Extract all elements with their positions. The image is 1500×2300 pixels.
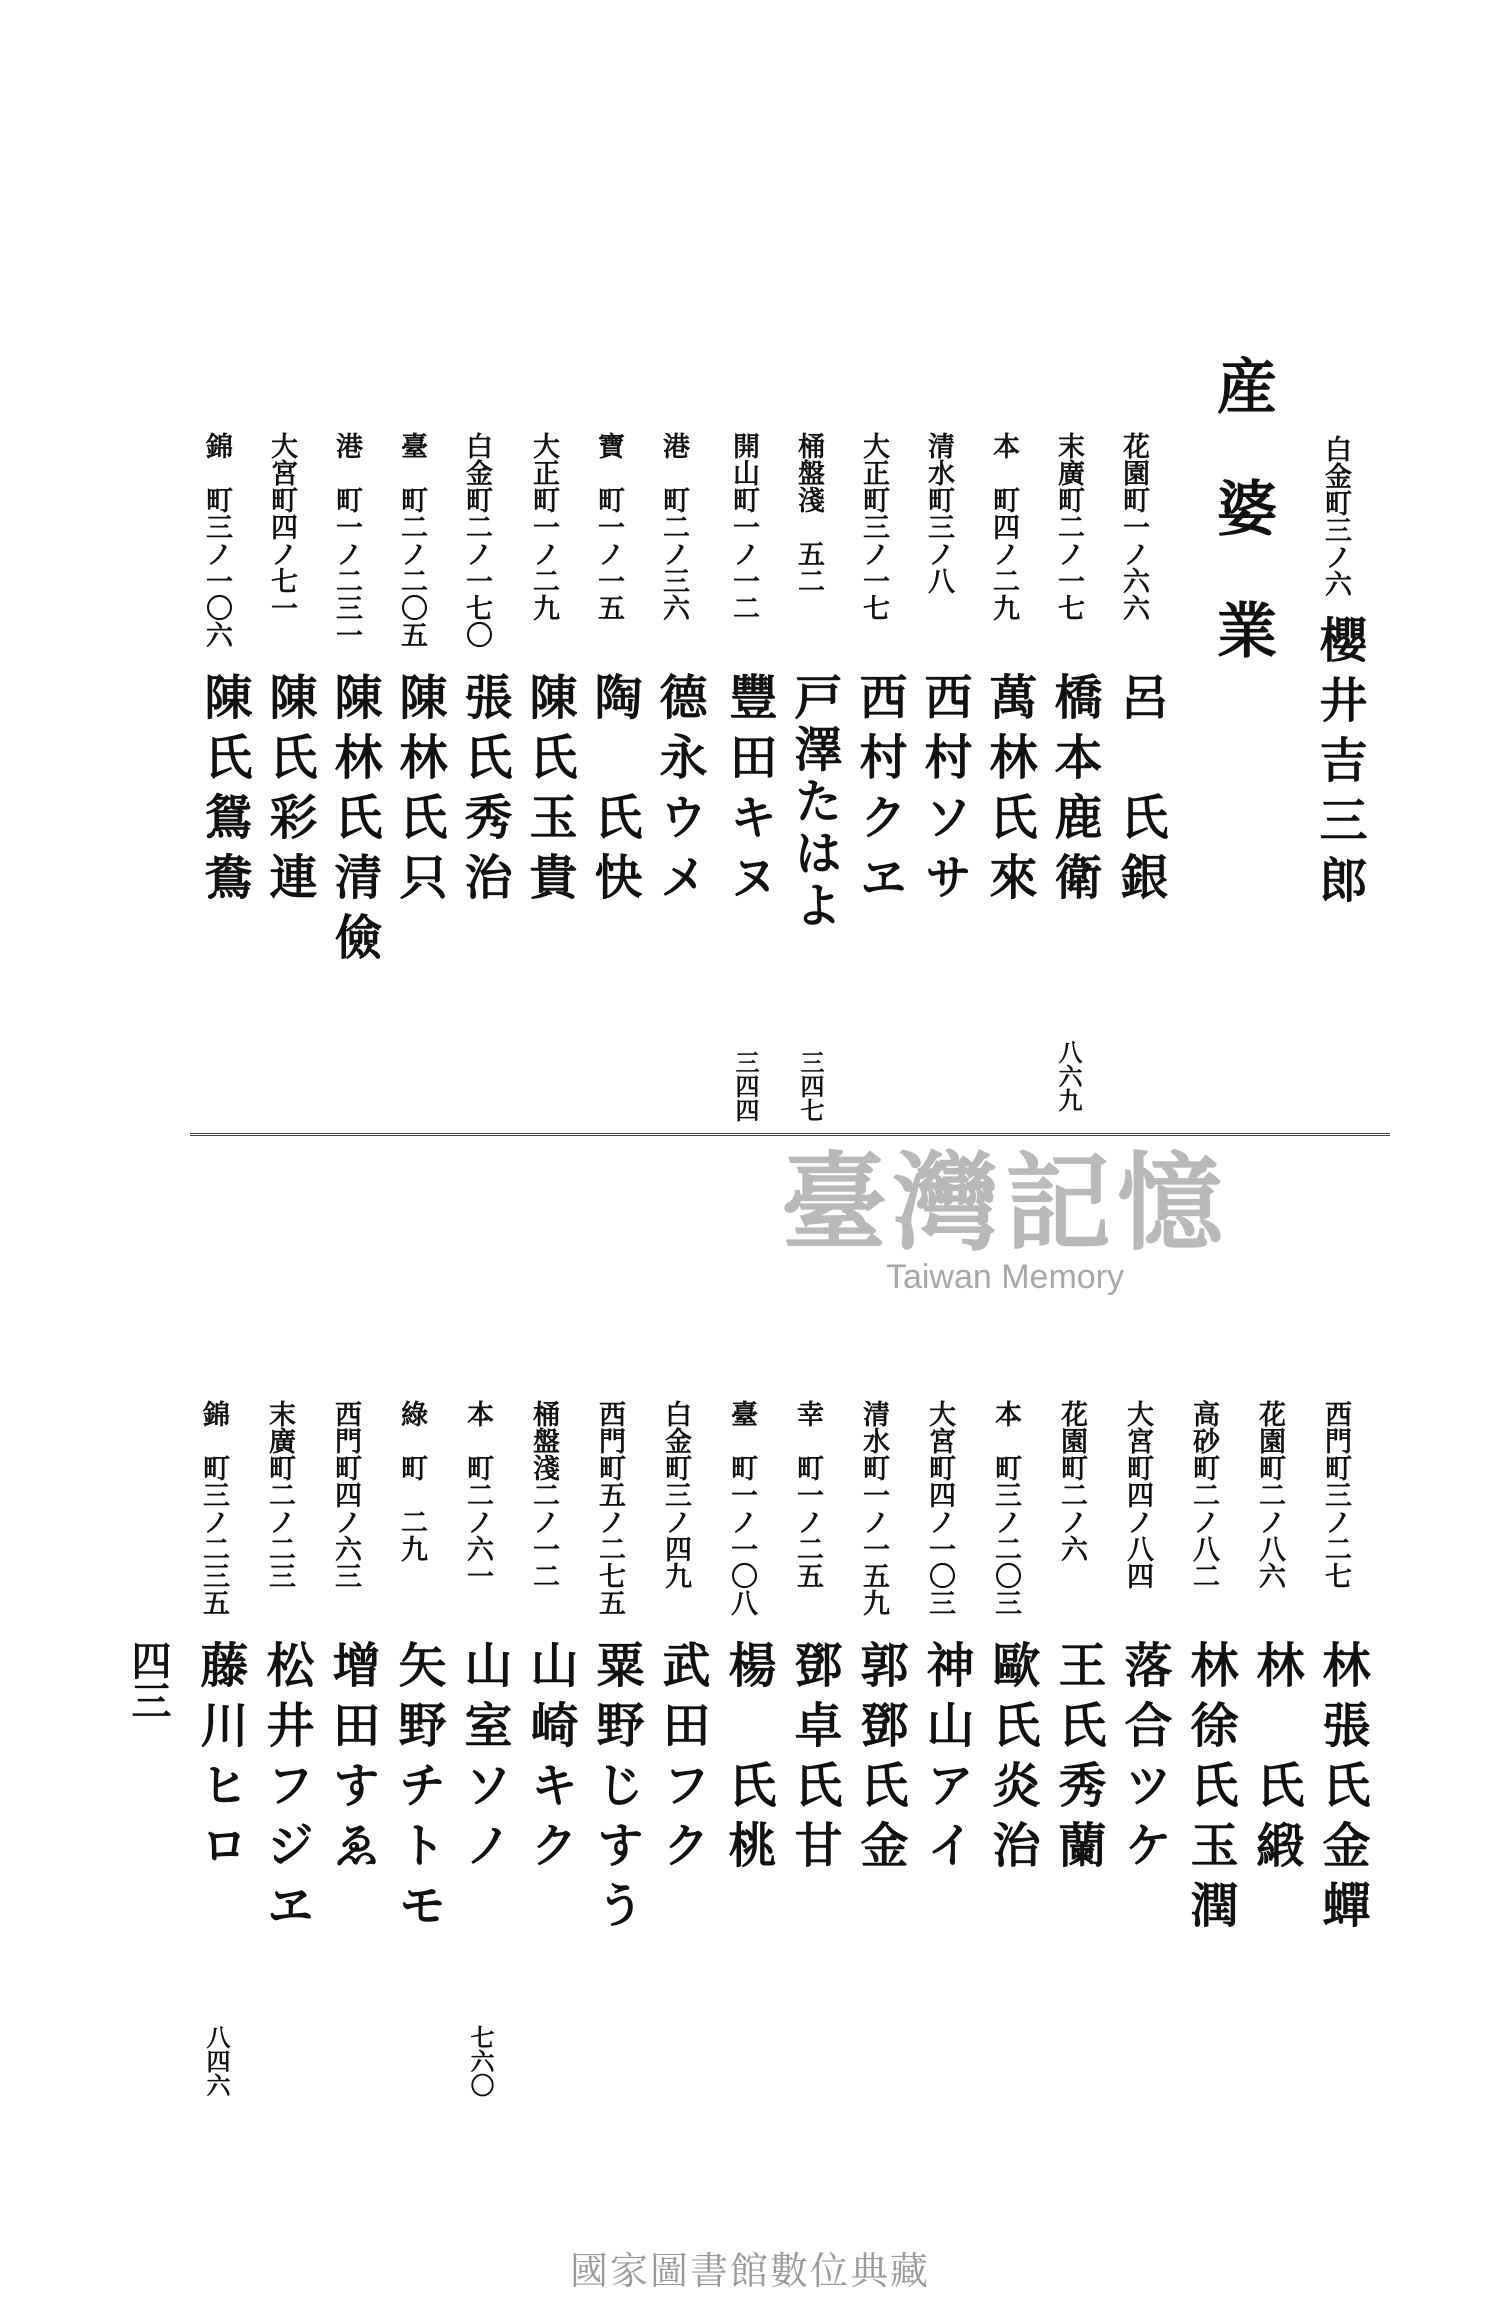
entry-address: 大宮町四ノ八四 bbox=[1122, 1400, 1153, 1589]
watermark-chinese: 臺灣記憶 bbox=[781, 1140, 1229, 1265]
entry-name: 增田すゑ bbox=[324, 1640, 380, 1880]
page-number: 四三 bbox=[125, 1640, 172, 1720]
entry-number: 八六九 bbox=[1054, 1040, 1083, 1112]
entry-address: 西門町四ノ六三 bbox=[330, 1400, 361, 1589]
entry-name: 陳氏彩連 bbox=[261, 672, 317, 912]
entry-address: 花園町二ノ八六 bbox=[1254, 1400, 1285, 1589]
entry-number: 三四四 bbox=[731, 1050, 760, 1122]
entry-address: 港 町二ノ三六 bbox=[658, 432, 689, 621]
entry-name: 山室ソノ bbox=[456, 1640, 512, 1880]
entry-name: 王氏秀蘭 bbox=[1050, 1640, 1106, 1880]
entry-name: 藤川ヒロ bbox=[192, 1640, 248, 1880]
entry-address: 大正町三ノ一七 bbox=[858, 432, 889, 621]
entry-address: 大正町一ノ二九 bbox=[528, 432, 559, 621]
entry-name: 矢野チトモ bbox=[390, 1640, 446, 1940]
entry-address: 錦 町三ノ一〇六 bbox=[201, 432, 232, 648]
entry-address: 臺 町一ノ一〇八 bbox=[726, 1400, 757, 1616]
entry-address: 桶盤淺二ノ一二 bbox=[528, 1400, 559, 1589]
entry-name: 神山アイ bbox=[918, 1640, 974, 1880]
entry-address: 西門町三ノ二七 bbox=[1320, 1400, 1351, 1589]
entry-name: 山崎キク bbox=[522, 1640, 578, 1880]
entry-name: 櫻井吉三郎 bbox=[1311, 615, 1367, 915]
entry-number: 七六〇 bbox=[466, 2025, 495, 2097]
entry-address: 清水町三ノ八 bbox=[923, 432, 954, 594]
section-divider bbox=[190, 1133, 1390, 1136]
entry-address: 西門町五ノ二七五 bbox=[594, 1400, 625, 1616]
entry-name: 郭鄧氏金 bbox=[852, 1640, 908, 1880]
entry-address: 白金町三ノ四九 bbox=[660, 1400, 691, 1589]
entry-name: 陳氏鴛鴦 bbox=[196, 672, 252, 912]
entry-address: 本 町二ノ六一 bbox=[462, 1400, 493, 1589]
footer-credit: 國家圖書館數位典藏 bbox=[569, 2249, 930, 2293]
entry-number: 三四七 bbox=[796, 1050, 825, 1122]
entry-address: 花園町一ノ六六 bbox=[1118, 432, 1149, 621]
watermark-english: Taiwan Memory bbox=[885, 1258, 1125, 1296]
entry-name: 武田フク bbox=[654, 1640, 710, 1880]
entry-name: 松井フジヱ bbox=[258, 1640, 314, 1940]
entry-number: 八四六 bbox=[202, 2025, 231, 2097]
entry-address: 高砂町二ノ八二 bbox=[1188, 1400, 1219, 1589]
entry-address: 開山町一ノ一二 bbox=[728, 432, 759, 621]
entry-name: 萬林氏來 bbox=[981, 672, 1037, 912]
entry-address: 大宮町四ノ一〇三 bbox=[924, 1400, 955, 1616]
entry-address: 臺 町二ノ二〇五 bbox=[396, 432, 427, 648]
entry-name: 落合ツケ bbox=[1116, 1640, 1172, 1880]
entry-address: 末廣町二ノ一七 bbox=[1053, 432, 1084, 621]
entry-name: 西村クヱ bbox=[851, 672, 907, 912]
entry-name: 呂 氏銀 bbox=[1112, 672, 1168, 912]
entry-address: 本 町三ノ二〇三 bbox=[990, 1400, 1021, 1616]
entry-name: 德永ウメ bbox=[651, 672, 707, 912]
entry-address: 花園町二ノ六 bbox=[1056, 1400, 1087, 1562]
entry-address: 港 町一ノ二三一 bbox=[331, 432, 362, 648]
entry-name: 林徐氏玉潤 bbox=[1182, 1640, 1238, 1940]
entry-address: 白金町二ノ一七〇 bbox=[461, 432, 492, 648]
entry-name: 橋本鹿衛 bbox=[1046, 672, 1102, 912]
entry-name: 楊 氏桃 bbox=[720, 1640, 776, 1880]
entry-address: 大宮町四ノ七一 bbox=[266, 432, 297, 621]
entry-name: 林 氏緞 bbox=[1248, 1640, 1304, 1880]
entry-name: 粟野じすう bbox=[588, 1640, 644, 1940]
entry-address: 白金町三ノ六 bbox=[1320, 435, 1351, 597]
entry-name: 張氏秀治 bbox=[456, 672, 512, 912]
entry-address: 寶 町一ノ一五 bbox=[593, 432, 624, 621]
section-heading: 産婆業 bbox=[1207, 355, 1277, 721]
entry-name: 歐氏炎治 bbox=[984, 1640, 1040, 1880]
entry-address: 桶盤淺 五二 bbox=[793, 432, 824, 594]
entry-name: 西村ソサ bbox=[916, 672, 972, 912]
entry-name: 豐田キヌ bbox=[721, 672, 777, 912]
watermark bbox=[745, 1140, 1265, 1320]
entry-address: 末廣町二ノ二三 bbox=[264, 1400, 295, 1589]
entry-name: 林張氏金蟬 bbox=[1314, 1640, 1370, 1940]
entry-name: 鄧卓氏甘 bbox=[786, 1640, 842, 1880]
entry-name: 陳林氏只 bbox=[391, 672, 447, 912]
entry-address: 錦 町三ノ二三五 bbox=[198, 1400, 229, 1616]
entry-name: 陶 氏快 bbox=[586, 672, 642, 912]
entry-address: 清水町一ノ一五九 bbox=[858, 1400, 889, 1616]
entry-address: 本 町四ノ二九 bbox=[988, 432, 1019, 621]
entry-address: 綠 町 二九 bbox=[396, 1400, 427, 1562]
entry-name: 陳林氏清儉 bbox=[326, 672, 382, 972]
entry-name: 陳氏玉貴 bbox=[521, 672, 577, 912]
entry-name: 戸澤たはよ bbox=[786, 672, 842, 932]
entry-address: 幸 町一ノ二五 bbox=[792, 1400, 823, 1589]
